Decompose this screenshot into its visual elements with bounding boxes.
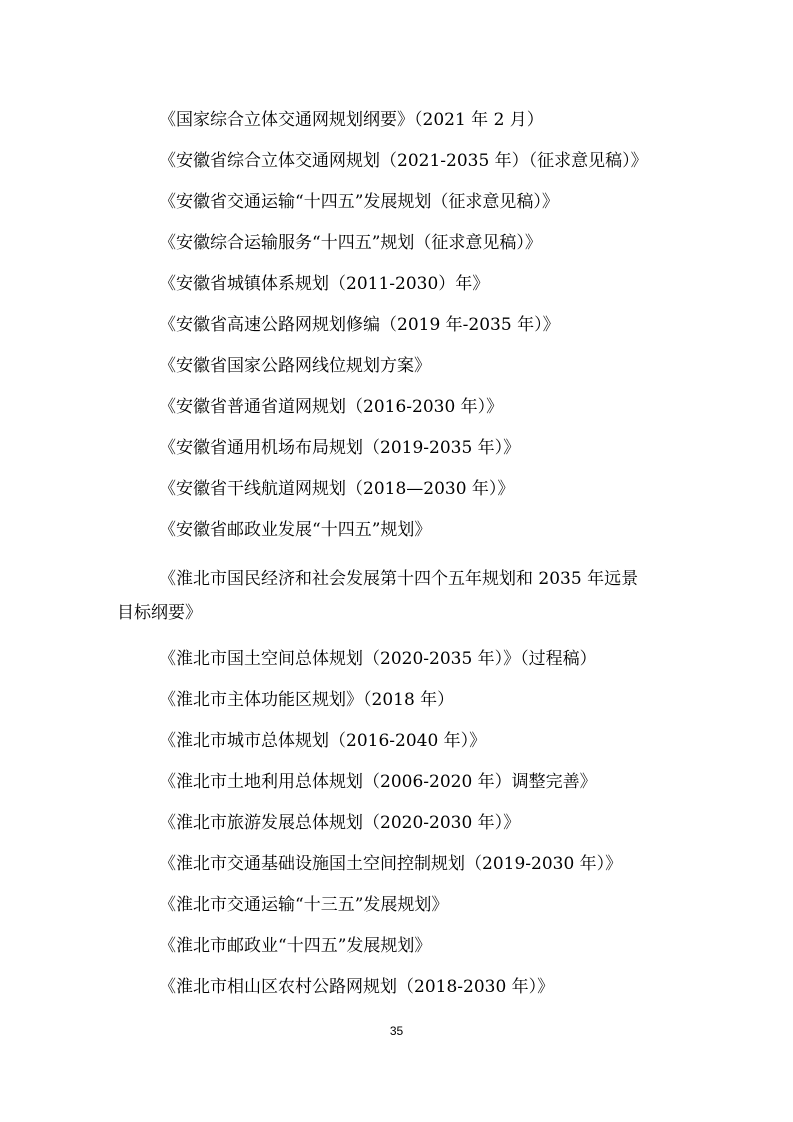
reference-line: 《淮北市城市总体规划（2016-2040 年）》 [159, 731, 487, 751]
reference-line: 《安徽省交通运输“十四五”发展规划（征求意见稿）》 [159, 192, 559, 212]
reference-line: 《淮北市相山区农村公路网规划（2018-2030 年）》 [159, 977, 555, 997]
reference-line: 《安徽综合运输服务“十四五”规划（征求意见稿）》 [159, 233, 542, 253]
reference-line: 《安徽省城镇体系规划（2011-2030）年》 [159, 274, 490, 294]
reference-line: 《安徽省普通省道网规划（2016-2030 年）》 [159, 397, 504, 417]
reference-line: 《安徽省综合立体交通网规划（2021-2035 年）（征求意见稿）》 [159, 151, 648, 171]
page-number: 35 [389, 1024, 404, 1038]
reference-line: 《安徽省国家公路网线位规划方案》 [159, 356, 431, 376]
reference-line: 《安徽省邮政业发展“十四五”规划》 [159, 520, 432, 540]
reference-line: 《安徽省干线航道网规划（2018—2030 年）》 [159, 479, 515, 499]
reference-line: 《淮北市国土空间总体规划（2020-2035 年）》（过程稿） [159, 649, 597, 669]
reference-line: 《国家综合立体交通网规划纲要》（2021 年 2 月） [159, 110, 544, 130]
reference-line: 《淮北市土地利用总体规划（2006-2020 年）调整完善》 [159, 772, 597, 792]
reference-line: 目标纲要》 [117, 603, 202, 623]
reference-line: 《安徽省高速公路网规划修编（2019 年-2035 年）》 [159, 315, 560, 335]
reference-line: 《淮北市旅游发展总体规划（2020-2030 年）》 [159, 813, 521, 833]
reference-line: 《淮北市交通运输“十三五”发展规划》 [159, 895, 449, 915]
reference-line: 《安徽省通用机场布局规划（2019-2035 年）》 [159, 438, 521, 458]
reference-line: 《淮北市交通基础设施国土空间控制规划（2019-2030 年）》 [159, 854, 623, 874]
reference-line: 《淮北市邮政业“十四五”发展规划》 [159, 936, 432, 956]
reference-line: 《淮北市主体功能区规划》（2018 年） [159, 690, 455, 710]
reference-line: 《淮北市国民经济和社会发展第十四个五年规划和 2035 年远景 [159, 569, 639, 589]
